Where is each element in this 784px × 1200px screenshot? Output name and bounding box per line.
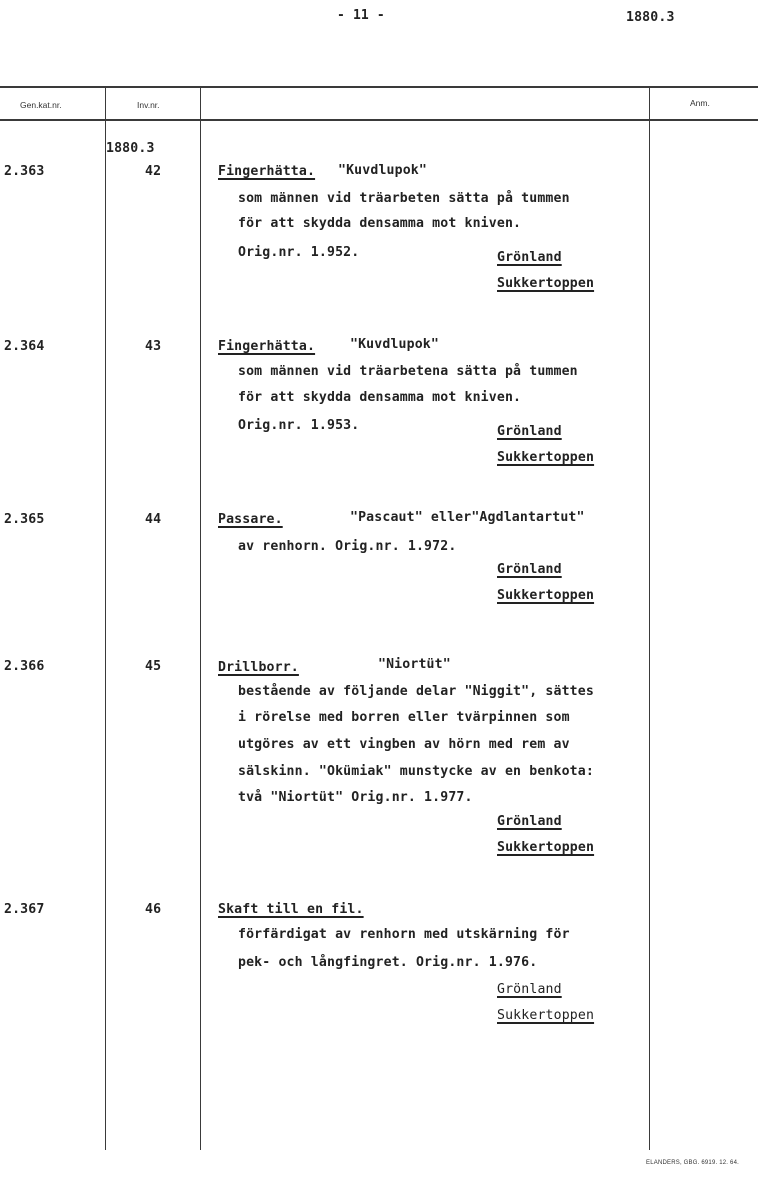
native-name: "Kuvdlupok" <box>338 163 427 178</box>
description-line: för att skydda densamma mot kniven. <box>238 216 522 231</box>
column-rule-1 <box>105 86 106 1150</box>
inventory-number: 46 <box>145 902 162 917</box>
description-line: i rörelse med borren eller tvärpinnen som <box>238 710 570 725</box>
description-line: Orig.nr. 1.953. <box>238 418 360 433</box>
locality: Sukkertoppen <box>497 1008 595 1023</box>
column-header-inv-nr: Inv.nr. <box>137 100 160 110</box>
column-rule-3 <box>649 86 650 1150</box>
column-header-gen-kat-nr: Gen.kat.nr. <box>20 100 62 110</box>
place: Grönland <box>497 424 562 439</box>
description-line: pek- och långfingret. Orig.nr. 1.976. <box>238 955 538 970</box>
description-line: som männen vid träarbeten sätta på tummen <box>238 191 570 206</box>
native-name: "Kuvdlupok" <box>350 337 439 352</box>
description-line: förfärdigat av renhorn med utskärning för <box>238 927 570 942</box>
description-line: för att skydda densamma mot kniven. <box>238 390 522 405</box>
inventory-number: 42 <box>145 164 162 179</box>
description-line: som männen vid träarbetena sätta på tummen <box>238 364 578 379</box>
header-bottom-rule <box>0 119 758 121</box>
locality: Sukkertoppen <box>497 840 595 855</box>
entry-title: Skaft till en fil. <box>218 902 364 917</box>
place: Grönland <box>497 814 562 829</box>
locality: Sukkertoppen <box>497 276 595 291</box>
column-rule-2 <box>200 86 201 1150</box>
native-name: "Pascaut" eller"Agdlantartut" <box>350 510 585 525</box>
description-line: sälskinn. "Okümiak" munstycke av en benkota: <box>238 764 594 779</box>
header-reference: 1880.3 <box>626 10 675 25</box>
inventory-number: 44 <box>145 512 162 527</box>
inventory-number: 45 <box>145 659 162 674</box>
gen-kat-number: 2.365 <box>4 512 45 527</box>
description-line: utgöres av ett vingben av hörn med rem av <box>238 737 570 752</box>
page-number: - 11 - <box>337 8 385 23</box>
entry-title: Drillborr. <box>218 660 299 675</box>
header-top-rule <box>0 86 758 88</box>
description-line: två "Niortüt" Orig.nr. 1.977. <box>238 790 473 805</box>
place: Grönland <box>497 562 562 577</box>
description-line: bestående av följande delar "Niggit", sättes <box>238 684 594 699</box>
gen-kat-number: 2.364 <box>4 339 45 354</box>
locality: Sukkertoppen <box>497 588 595 603</box>
description-line: av renhorn. Orig.nr. 1.972. <box>238 539 457 554</box>
place: Grönland <box>497 250 562 265</box>
entry-title: Fingerhätta. <box>218 164 316 179</box>
collection-reference: 1880.3 <box>106 141 155 156</box>
description-line: Orig.nr. 1.952. <box>238 245 360 260</box>
column-header-anm: Anm. <box>690 98 710 108</box>
native-name: "Niortüt" <box>378 657 451 672</box>
entry-title: Fingerhätta. <box>218 339 316 354</box>
entry-title: Passare. <box>218 512 283 527</box>
inventory-number: 43 <box>145 339 162 354</box>
place: Grönland <box>497 982 562 997</box>
locality: Sukkertoppen <box>497 450 595 465</box>
gen-kat-number: 2.363 <box>4 164 45 179</box>
gen-kat-number: 2.367 <box>4 902 45 917</box>
gen-kat-number: 2.366 <box>4 659 45 674</box>
printer-mark: ELANDERS, GBG. 6919. 12. 64. <box>646 1160 739 1166</box>
